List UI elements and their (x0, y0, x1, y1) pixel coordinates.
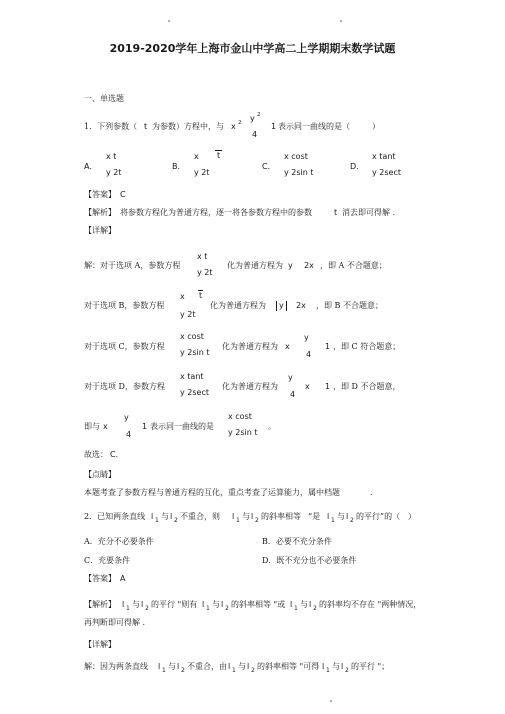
sol2-sub2b: 2 (251, 667, 255, 674)
comment-1-end: . (370, 488, 373, 497)
sol2-l2: l (177, 662, 180, 671)
sol-c-four: 4 (306, 350, 312, 359)
sol2-yu-c: 与 (332, 662, 340, 671)
jx2-l1c: l (290, 600, 293, 609)
sol-a-x: x t (197, 252, 208, 261)
sol-b-x: x (180, 292, 185, 301)
sol-a-end: ，即 A 不合题意； (320, 261, 387, 270)
jx2-l2b: l (221, 600, 224, 609)
sol-e-mid: 表示同一曲线的是 (150, 422, 214, 431)
sol-e-pre: 即与 (84, 422, 100, 431)
sol-choose-value: C. (110, 450, 119, 459)
comment-1-text: 本题考查了参数方程与普通方程的互化，重点考查了运算能力，属中档题 (84, 488, 340, 497)
q1-option-b-sqrt: t (217, 151, 221, 160)
sol-e-x: x cost (228, 412, 252, 421)
q1-y-sup: 2 (257, 112, 261, 118)
q2-stem-c: 的斜率相等 (261, 512, 301, 521)
sol-a-eq-y: y (288, 261, 293, 270)
q2-l2b: l (251, 512, 254, 521)
sol-e-y: y 2sin t (228, 428, 258, 437)
q1-option-a-x: x t (106, 152, 117, 161)
q2-quote-open: “是 (308, 512, 321, 521)
detail-2-label: 【详解】 (84, 640, 116, 649)
q2-stem-a: 2．已知两条直线 (84, 512, 146, 521)
q1-option-d-x: x tant (372, 152, 396, 161)
q2-l1: l (151, 512, 154, 521)
sol-d-end: ，即 D 不合题意， (333, 382, 401, 391)
q1-y: y (250, 114, 255, 123)
jx2-l1b: l (202, 600, 205, 609)
q2-option-d: D．既不充分也不必要条件 (262, 556, 357, 565)
q1-option-b-x: x (194, 152, 199, 161)
sol2-end: 的平行 "； (351, 662, 390, 671)
jx2-yu-b: 与 (212, 600, 220, 609)
comment-1-label: 【点睛】 (84, 470, 116, 479)
q2-l2: l (170, 512, 173, 521)
q1-option-c-x: x cost (284, 152, 308, 161)
sol-b-eq: y (276, 301, 287, 311)
q1-four: 4 (252, 130, 258, 139)
sol-d-y2: y (288, 373, 293, 382)
sol-c-y: y 2sin t (180, 348, 210, 357)
sol-c-one: 1 (325, 342, 331, 351)
sol-a-mid: 化为普通方程为 (227, 261, 283, 270)
q1-x: x (231, 122, 236, 131)
sol-d-pre: 对于选项 D，参数方程 (84, 382, 165, 391)
q2-l1c: l (327, 512, 330, 521)
q2-option-a: A．充分不必要条件 (84, 537, 154, 546)
sol2-sub1: 1 (162, 667, 166, 674)
analysis-1-label: 【解析】 (84, 208, 116, 217)
sol-b-end: ，即 B 不合题意； (316, 301, 383, 310)
q2-close: ） (408, 512, 416, 521)
detail-1-label: 【详解】 (84, 226, 116, 235)
jx2-yu: 与 (132, 600, 140, 609)
sol2-l1c: l (322, 662, 325, 671)
sol-c-y2: y (304, 333, 309, 342)
sol-a-y: y 2t (197, 268, 213, 277)
answer-2-label: 【答案】 (84, 574, 116, 583)
analysis-2-line2: 再判断即可得解 . (84, 618, 146, 627)
sol-choose: 故选： (84, 450, 108, 459)
sol-e-end: 。 (268, 422, 276, 431)
sol2-sub2: 2 (181, 667, 185, 674)
sol2-l2b: l (247, 662, 250, 671)
q1-sup: 2 (238, 120, 242, 126)
q1-stem-b: 为参数）方程中，与 (152, 122, 224, 131)
sol-b-y: y 2t (180, 310, 196, 319)
q2-sub1c: 1 (331, 517, 335, 524)
sol-b-mid: 化为普通方程为 (210, 301, 266, 310)
q1-stem-c: 表示同一曲线的是（ (278, 122, 350, 131)
sol-b-sqrt: t (199, 291, 203, 300)
q1-option-a-y: y 2t (106, 168, 122, 177)
q1-option-a-label: A． (84, 162, 98, 171)
sol-e-x2: x (103, 422, 108, 431)
page-title: 2019-2020学年上海市金山中学高二上学期期末数学试题 (109, 42, 396, 55)
sol-d-four: 4 (290, 390, 296, 399)
sol2-l2c: l (341, 662, 344, 671)
analysis-1-tail: 消去即可得解 . (342, 208, 396, 217)
jx2-sub1c: 1 (294, 605, 298, 612)
sol-d-x: x tant (180, 372, 204, 381)
q2-l1b: l (232, 512, 235, 521)
q1-option-d-y: y 2sect (372, 168, 401, 177)
jx2-sub1: 1 (126, 605, 130, 612)
answer-2-value: A (120, 574, 126, 583)
sol2-yu: 与 (168, 662, 176, 671)
q1-option-c-y: y 2sin t (284, 168, 314, 177)
q2-option-c: C．充要条件 (84, 556, 131, 565)
q2-l2c: l (346, 512, 349, 521)
analysis-1-t: t (334, 208, 338, 217)
sol2-l1b: l (228, 662, 231, 671)
scan-dot (330, 700, 332, 702)
q2-yu-c: 与 (337, 512, 345, 521)
q1-option-b-y: y 2t (194, 168, 210, 177)
scan-dot (168, 20, 170, 22)
sol2-yu-b: 与 (238, 662, 246, 671)
section-heading: 一、单选题 (84, 94, 124, 103)
q2-yu: 与 (161, 512, 169, 521)
sol-b-eq-r: 2x (296, 301, 306, 310)
q1-stem-close: ） (372, 122, 380, 131)
jx2-sub2: 2 (145, 605, 149, 612)
q2-sub1: 1 (155, 517, 159, 524)
q1-one: 1 (271, 122, 277, 131)
scan-dot (340, 20, 342, 22)
jx2-l2: l (141, 600, 144, 609)
q2-sub2c: 2 (350, 517, 354, 524)
sol-e-four: 4 (126, 430, 132, 439)
answer-1-value: C (120, 190, 126, 199)
sol-d-y: y 2sect (180, 388, 209, 397)
q2-sub2: 2 (174, 517, 178, 524)
q1-stem-a: 1．下列参数（ (84, 122, 138, 131)
jx2-sub2c: 2 (313, 605, 317, 612)
jx2-yu-c: 与 (300, 600, 308, 609)
q2-yu-b: 与 (242, 512, 250, 521)
q2-stem-d: 的平行”的（ (356, 512, 401, 521)
q2-stem-b: 不重合，则 (180, 512, 220, 521)
analysis-2-label: 【解析】 (84, 600, 116, 609)
sol-a-pre: 解：对于选项 A，参数方程 (84, 261, 181, 270)
jx2-p3: 的斜率均不存在 "两种情况， (319, 600, 422, 609)
sol-c-mid: 化为普通方程为 (222, 342, 278, 351)
sol-c-end: ，即 C 符合题意； (333, 342, 401, 351)
sol-c-x: x cost (180, 332, 204, 341)
q2-sub1b: 1 (236, 517, 240, 524)
sol2-mid2: 的斜率相等 "可得 (257, 662, 320, 671)
jx2-l2c: l (309, 600, 312, 609)
sol-a-eq-r: 2x (304, 261, 314, 270)
jx2-sub2b: 2 (225, 605, 229, 612)
sol2-l1: l (158, 662, 161, 671)
sol2-sub1b: 1 (232, 667, 236, 674)
sol-b-pre: 对于选项 B，参数方程 (84, 301, 165, 310)
q2-option-b: B．必要不充分条件 (262, 537, 332, 546)
jx2-p1: 的平行 "则有 (151, 600, 198, 609)
sol-c-pre: 对于选项 C，参数方程 (84, 342, 165, 351)
q1-stem-t: t (144, 122, 148, 131)
jx2-l1: l (122, 600, 125, 609)
q1-option-c-label: C． (262, 162, 276, 171)
sol2-pre: 解：因为两条直线 (84, 662, 148, 671)
q2-sub2b: 2 (255, 517, 259, 524)
sol2-mid: 不重合，由 (187, 662, 227, 671)
sol2-sub2c: 2 (345, 667, 349, 674)
sol-c-x2: x (285, 342, 290, 351)
sol-d-x2: x (305, 382, 310, 391)
jx2-p2: 的斜率相等 "或 (231, 600, 286, 609)
analysis-1-text: 将参数方程化为普通方程，逐一将各参数方程中的参数 (120, 208, 312, 217)
q1-option-d-label: D． (350, 162, 365, 171)
answer-1-label: 【答案】 (84, 190, 116, 199)
sol-d-mid: 化为普通方程为 (222, 382, 278, 391)
sol-e-one: 1 (142, 422, 148, 431)
sol-e-y2: y (124, 413, 129, 422)
sol2-sub1c: 1 (326, 667, 330, 674)
q1-option-b-label: B． (172, 162, 186, 171)
sol-d-one: 1 (325, 382, 331, 391)
jx2-sub1b: 1 (206, 605, 210, 612)
